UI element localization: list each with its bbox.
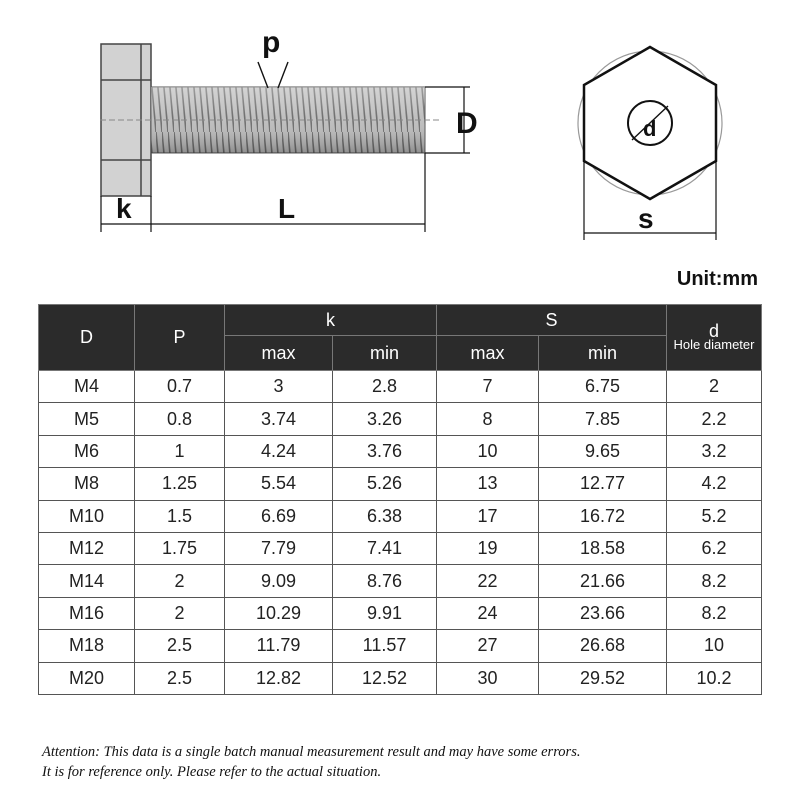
- cell-s-max: 8: [437, 403, 539, 435]
- pitch-marker-right: [278, 62, 288, 88]
- table-row: [39, 435, 762, 467]
- bolt-shank: [100, 87, 440, 153]
- cell-s-max: 17: [437, 500, 539, 532]
- label-k: k: [116, 193, 132, 224]
- bolt-top-view: [578, 47, 722, 240]
- cell-P: 0.7: [135, 371, 225, 403]
- cell-s-max: 13: [437, 468, 539, 500]
- bolt-side-view: [100, 26, 478, 232]
- cell-k-min: 8.76: [333, 565, 437, 597]
- cell-s-max: 7: [437, 371, 539, 403]
- bolt-diagram: [0, 0, 800, 260]
- cell-P: 1.25: [135, 468, 225, 500]
- header-d-symbol: d: [709, 320, 720, 341]
- header-P: P: [135, 305, 225, 371]
- cell-P: 1.75: [135, 532, 225, 564]
- header-s-min: min: [539, 336, 667, 371]
- header-D: D: [39, 305, 135, 371]
- cell-k-max: 4.24: [225, 435, 333, 467]
- cell-s-max: 24: [437, 597, 539, 629]
- cell-k-max: 6.69: [225, 500, 333, 532]
- cell-k-max: 10.29: [225, 597, 333, 629]
- cell-D: M18: [39, 630, 135, 662]
- cell-D: M4: [39, 371, 135, 403]
- cell-D: M12: [39, 532, 135, 564]
- header-k: k: [225, 305, 437, 336]
- cell-k-min: 11.57: [333, 630, 437, 662]
- cell-k-max: 9.09: [225, 565, 333, 597]
- cell-d: 8.2: [667, 565, 762, 597]
- cell-s-max: 30: [437, 662, 539, 694]
- label-L: L: [278, 193, 296, 224]
- cell-P: 2: [135, 597, 225, 629]
- table-row: [39, 468, 762, 500]
- cell-d: 3.2: [667, 435, 762, 467]
- unit-label: Unit:mm: [676, 268, 758, 290]
- cell-k-max: 3: [225, 371, 333, 403]
- cell-s-min: 6.75: [539, 371, 667, 403]
- cell-k-max: 5.54: [225, 468, 333, 500]
- cell-s-min: 23.66: [539, 597, 667, 629]
- cell-d: 5.2: [667, 500, 762, 532]
- note-line-2: It is for reference only. Please refer to the actual situation.: [42, 764, 382, 780]
- cell-D: M6: [39, 435, 135, 467]
- header-k-max: max: [225, 336, 333, 371]
- header-s-max: max: [437, 336, 539, 371]
- table-row: [39, 500, 762, 532]
- bolt-head: [101, 44, 151, 196]
- cell-s-max: 27: [437, 630, 539, 662]
- cell-P: 1: [135, 435, 225, 467]
- note-line-1: Attention: This data is a single batch manual measurement result and may have some errors.: [42, 744, 581, 760]
- cell-k-min: 12.52: [333, 662, 437, 694]
- attention-note: [42, 742, 580, 782]
- cell-d: 10.2: [667, 662, 762, 694]
- table-row: [39, 532, 762, 564]
- cell-k-max: 7.79: [225, 532, 333, 564]
- cell-s-min: 7.85: [539, 403, 667, 435]
- cell-s-min: 12.77: [539, 468, 667, 500]
- cell-k-min: 9.91: [333, 597, 437, 629]
- cell-d: 4.2: [667, 468, 762, 500]
- cell-D: M16: [39, 597, 135, 629]
- cell-P: 1.5: [135, 500, 225, 532]
- header-S: S: [437, 305, 667, 336]
- cell-k-max: 3.74: [225, 403, 333, 435]
- cell-s-max: 22: [437, 565, 539, 597]
- table-row: [39, 630, 762, 662]
- label-D: D: [456, 107, 478, 140]
- table-row: [39, 597, 762, 629]
- spec-table: [38, 304, 762, 695]
- cell-d: 8.2: [667, 597, 762, 629]
- cell-k-min: 7.41: [333, 532, 437, 564]
- cell-D: M10: [39, 500, 135, 532]
- header-d-subtitle: Hole diameter: [673, 336, 755, 352]
- header-d: [667, 305, 762, 371]
- label-p: p: [262, 26, 281, 59]
- cell-s-min: 26.68: [539, 630, 667, 662]
- cell-s-min: 16.72: [539, 500, 667, 532]
- cell-D: M20: [39, 662, 135, 694]
- cell-s-min: 29.52: [539, 662, 667, 694]
- cell-d: 10: [667, 630, 762, 662]
- cell-s-max: 19: [437, 532, 539, 564]
- cell-D: M8: [39, 468, 135, 500]
- cell-k-max: 12.82: [225, 662, 333, 694]
- cell-d: 2: [667, 371, 762, 403]
- label-s: s: [638, 203, 654, 234]
- cell-k-min: 6.38: [333, 500, 437, 532]
- cell-k-min: 3.26: [333, 403, 437, 435]
- cell-d: 6.2: [667, 532, 762, 564]
- header-k-min: min: [333, 336, 437, 371]
- cell-k-min: 5.26: [333, 468, 437, 500]
- cell-D: M14: [39, 565, 135, 597]
- table-row: [39, 662, 762, 694]
- table-row: [39, 371, 762, 403]
- cell-D: M5: [39, 403, 135, 435]
- cell-s-min: 9.65: [539, 435, 667, 467]
- cell-s-min: 18.58: [539, 532, 667, 564]
- cell-k-min: 2.8: [333, 371, 437, 403]
- pitch-marker-left: [258, 62, 268, 88]
- table-row: [39, 403, 762, 435]
- cell-k-min: 3.76: [333, 435, 437, 467]
- cell-P: 0.8: [135, 403, 225, 435]
- table-row: [39, 565, 762, 597]
- cell-s-min: 21.66: [539, 565, 667, 597]
- cell-s-max: 10: [437, 435, 539, 467]
- label-d: d: [643, 116, 657, 141]
- cell-d: 2.2: [667, 403, 762, 435]
- cell-k-max: 11.79: [225, 630, 333, 662]
- cell-P: 2.5: [135, 662, 225, 694]
- cell-P: 2.5: [135, 630, 225, 662]
- cell-P: 2: [135, 565, 225, 597]
